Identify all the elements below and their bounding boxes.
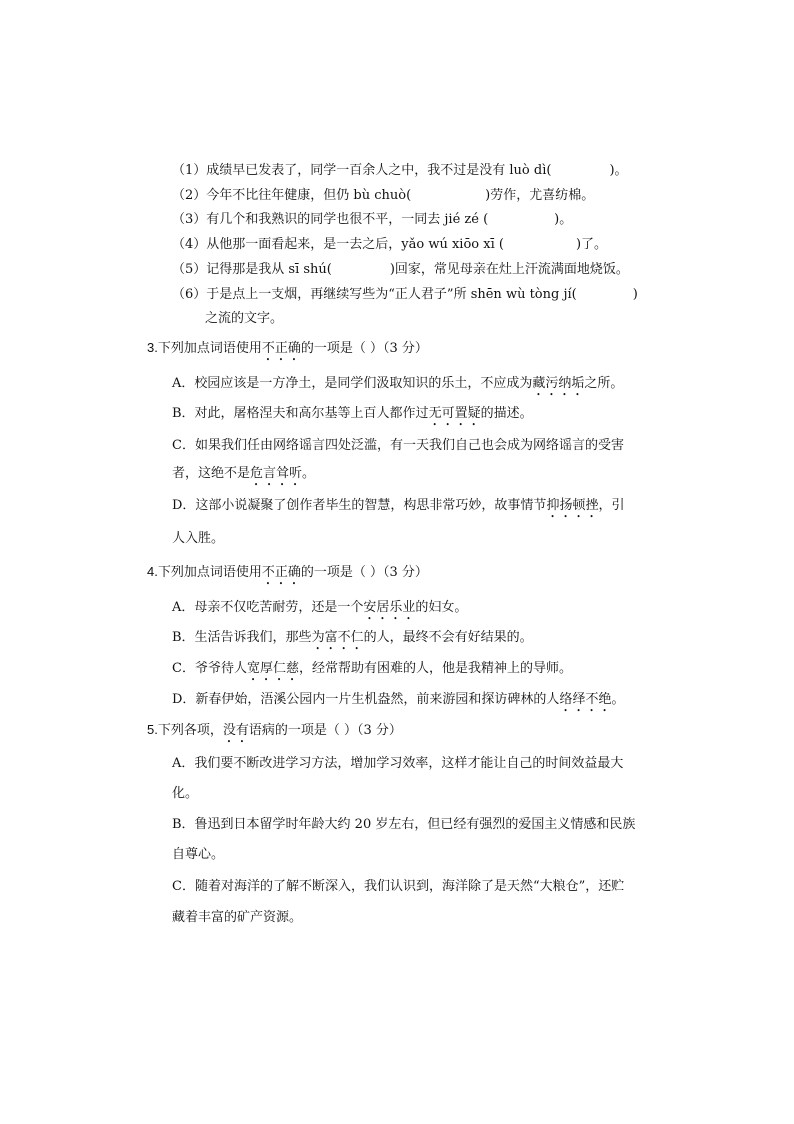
question-3-heading: 3.下列加点词语使用不正确的一项是（ ）（3 分） bbox=[147, 340, 428, 356]
question-5-heading: 5.下列各项，没有语病的一项是（ ）（3 分） bbox=[147, 722, 402, 738]
q5-option-b-continued: 自尊心。 bbox=[172, 847, 225, 862]
q2-item-6: （6）于是点上一支烟，再继续写些为“正人君子”所 shēn wù tòng jí( ) bbox=[172, 287, 638, 302]
q5-option-a-continued: 化。 bbox=[172, 786, 199, 801]
q2-item-5: （5）记得那是我从 sī shú( )回家，常见母亲在灶上汗流满面地烧饭。 bbox=[172, 262, 629, 277]
q4-option-d[interactable]: D．新春伊始，浯溪公园内一片生机盎然，前来游园和探访碑林的人络绎不绝。 bbox=[172, 692, 625, 707]
question-4-heading: 4.下列加点词语使用不正确的一项是（ ）（3 分） bbox=[147, 564, 428, 580]
q3-option-d-continued: 人入胜。 bbox=[172, 531, 225, 546]
q5-option-b[interactable]: B．鲁迅到日本留学时年龄大约 20 岁左右，但已经有强烈的爱国主义情感和民族 bbox=[172, 817, 636, 832]
q5-option-a[interactable]: A．我们要不断改进学习方法，增加学习效率，这样才能让自己的时间效益最大 bbox=[172, 756, 624, 771]
q2-item-1: （1）成绩早已发表了，同学一百余人之中，我不过是没有 luò dì( )。 bbox=[172, 163, 628, 178]
q4-option-a[interactable]: A．母亲不仅吃苦耐劳，还是一个安居乐业的妇女。 bbox=[172, 600, 468, 615]
q3-option-c-continued: 者，这绝不是危言耸听。 bbox=[172, 466, 316, 481]
q5-option-c[interactable]: C．随着对海洋的了解不断深入，我们认识到，海洋除了是天然“大粮仓”，还贮 bbox=[172, 879, 625, 894]
q4-option-c[interactable]: C．爷爷待人宽厚仁慈，经常帮助有困难的人，他是我精神上的导师。 bbox=[172, 661, 572, 676]
q5-option-c-continued: 藏着丰富的矿产资源。 bbox=[172, 910, 303, 925]
q2-item-3: （3）有几个和我熟识的同学也很不平，一同去 jié zé ( )。 bbox=[172, 212, 573, 227]
q2-item-6-continued: 之流的文字。 bbox=[205, 311, 284, 326]
q3-option-d[interactable]: D．这部小说凝聚了创作者毕生的智慧，构思非常巧妙，故事情节抑扬顿挫，引 bbox=[172, 498, 625, 513]
q2-item-2: （2）今年不比往年健康，但仍 bù chuò( )劳作，尤喜纺棉。 bbox=[172, 188, 595, 203]
q3-option-a[interactable]: A．校园应该是一方净土，是同学们汲取知识的乐土，不应成为藏污纳垢之所。 bbox=[172, 376, 624, 391]
q4-option-b[interactable]: B．生活告诉我们，那些为富不仁的人，最终不会有好结果的。 bbox=[172, 630, 533, 645]
q3-option-c[interactable]: C．如果我们任由网络谣言四处泛滥，有一天我们自己也会成为网络谣言的受害 bbox=[172, 438, 624, 453]
q3-option-b[interactable]: B．对此，屠格涅夫和高尔基等上百人都作过无可置疑的描述。 bbox=[172, 406, 533, 421]
q2-item-4: （4）从他那一面看起来，是一去之后，yǎo wú xiōo xī ( )了。 bbox=[172, 237, 608, 252]
